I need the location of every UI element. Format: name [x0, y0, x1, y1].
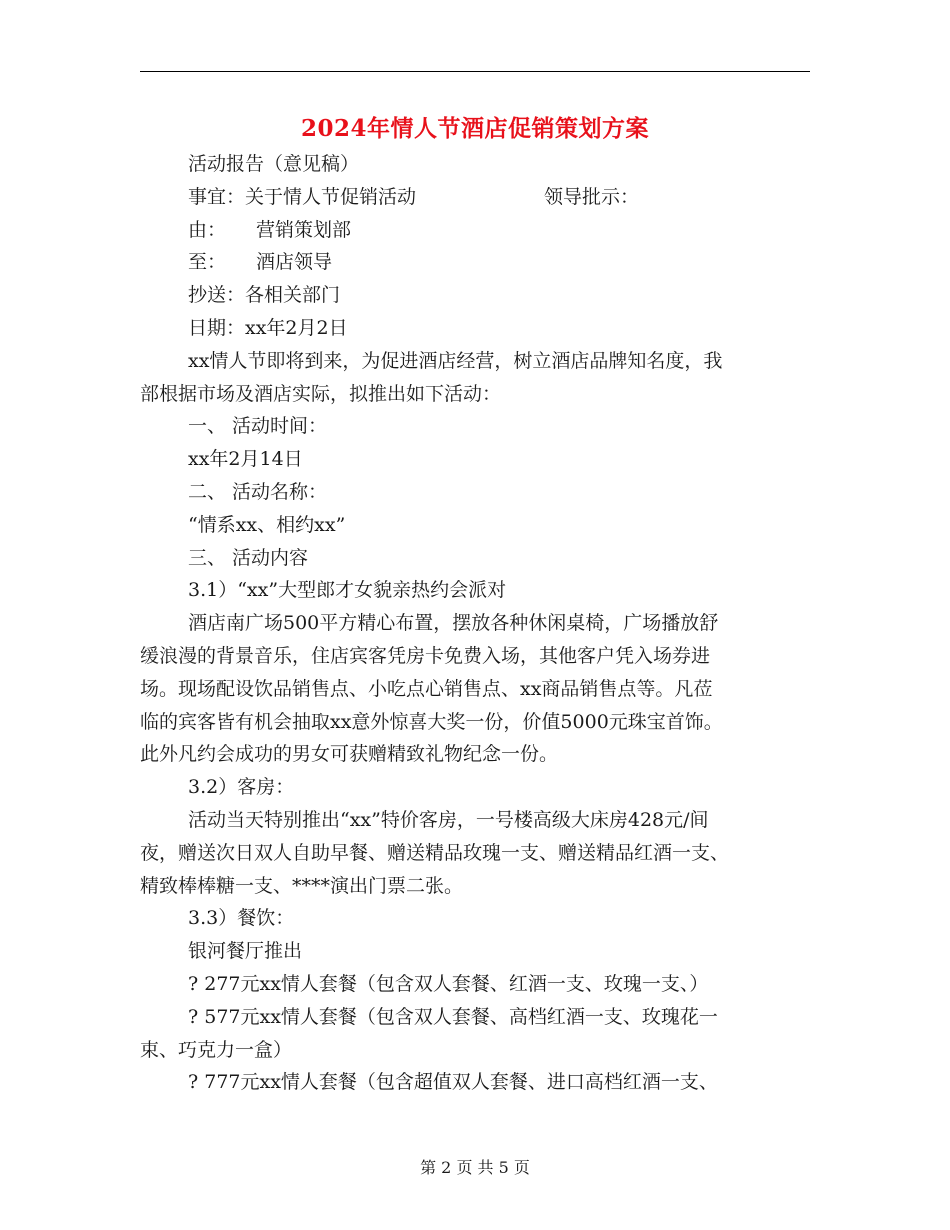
line-text: 临的宾客皆有机会抽取xx意外惊喜大奖一份，价值5000元珠宝首饰。 [140, 710, 723, 733]
text-line [140, 738, 812, 771]
line-text: 事宜：关于情人节促销活动 [188, 185, 417, 208]
line-text: 3.2）客房： [188, 776, 295, 799]
text-line [140, 640, 812, 673]
page-footer: 第 2 页 共 5 页 [420, 1158, 530, 1177]
line-text: xx年2月14日 [188, 448, 303, 471]
line-text: 酒店南广场500平方精心布置，摆放各种休闲桌椅，广场播放舒 [188, 612, 719, 635]
text-line [140, 902, 812, 935]
text-line [140, 804, 812, 837]
approval-label: 领导批示： [544, 185, 640, 208]
text-line [140, 607, 812, 640]
text-line [140, 345, 812, 378]
text-line [140, 542, 812, 575]
header-rule [140, 71, 810, 72]
text-line [140, 509, 812, 542]
line-text: 夜，赠送次日双人自助早餐、赠送精品玫瑰一支、赠送精品红酒一支、 [140, 841, 730, 864]
text-line [140, 574, 812, 607]
line-text: 至： [188, 251, 227, 274]
text-line [140, 312, 812, 345]
line-text: 活动报告（意见稿） [188, 153, 360, 175]
line-text: 银河餐厅推出 [188, 940, 303, 963]
text-line [140, 410, 812, 443]
text-line [140, 968, 812, 1001]
text-line [140, 148, 812, 181]
text-line [140, 246, 812, 279]
line-text: 部根据市场及酒店实际，拟推出如下活动： [140, 382, 502, 405]
text-line [140, 279, 812, 312]
text-line [140, 476, 812, 509]
line-text: 三、 活动内容 [188, 546, 309, 569]
line-text: ? 277元xx情人套餐（包含双人套餐、红酒一支、玫瑰一支、） [188, 972, 709, 995]
line-text: 活动当天特别推出“xx”特价客房，一号楼高级大床房428元/间 [188, 808, 709, 831]
text-line [140, 443, 812, 476]
line-text: 抄送：各相关部门 [188, 284, 341, 307]
text-line [140, 181, 812, 214]
line-text: 3.3）餐饮： [188, 907, 295, 930]
line-text: 二、 活动名称： [188, 480, 328, 503]
text-line [140, 837, 812, 870]
text-line [140, 673, 812, 706]
document-title: 2024年情人节酒店促销策划方案 [300, 115, 649, 142]
text-line [140, 1066, 812, 1099]
line-value: 酒店领导 [256, 251, 333, 274]
line-text: 一、 活动时间： [188, 415, 328, 438]
text-line [140, 214, 812, 247]
line-text: 缓浪漫的背景音乐，住店宾客凭房卡免费入场，其他客户凭入场券进 [140, 644, 711, 667]
text-line [140, 870, 812, 903]
text-line [140, 706, 812, 739]
line-text: 精致棒棒糖一支、****演出门票二张。 [140, 874, 464, 897]
text-line [140, 935, 812, 968]
line-text: 场。现场配设饮品销售点、小吃点心销售点、xx商品销售点等。凡莅 [140, 677, 713, 700]
line-text: 束、巧克力一盒） [140, 1038, 293, 1061]
line-text: “情系xx、相约xx” [188, 513, 346, 536]
text-line [140, 378, 812, 411]
line-value: 营销策划部 [256, 218, 352, 241]
text-line [140, 1034, 812, 1067]
line-text: 日期：xx年2月2日 [188, 316, 348, 339]
text-line [140, 771, 812, 804]
line-text: ? 577元xx情人套餐（包含双人套餐、高档红酒一支、玫瑰花一 [188, 1005, 718, 1028]
document-body [140, 148, 812, 1099]
line-text: 3.1）“xx”大型郎才女貌亲热约会派对 [188, 579, 507, 602]
line-text: 由： [188, 218, 227, 241]
line-text: 此外凡约会成功的男女可获赠精致礼物纪念一份。 [140, 743, 559, 766]
line-text: ? 777元xx情人套餐（包含超值双人套餐、进口高档红酒一支、 [188, 1071, 718, 1094]
text-line [140, 1001, 812, 1034]
line-text: xx情人节即将到来，为促进酒店经营，树立酒店品牌知名度，我 [188, 349, 723, 372]
